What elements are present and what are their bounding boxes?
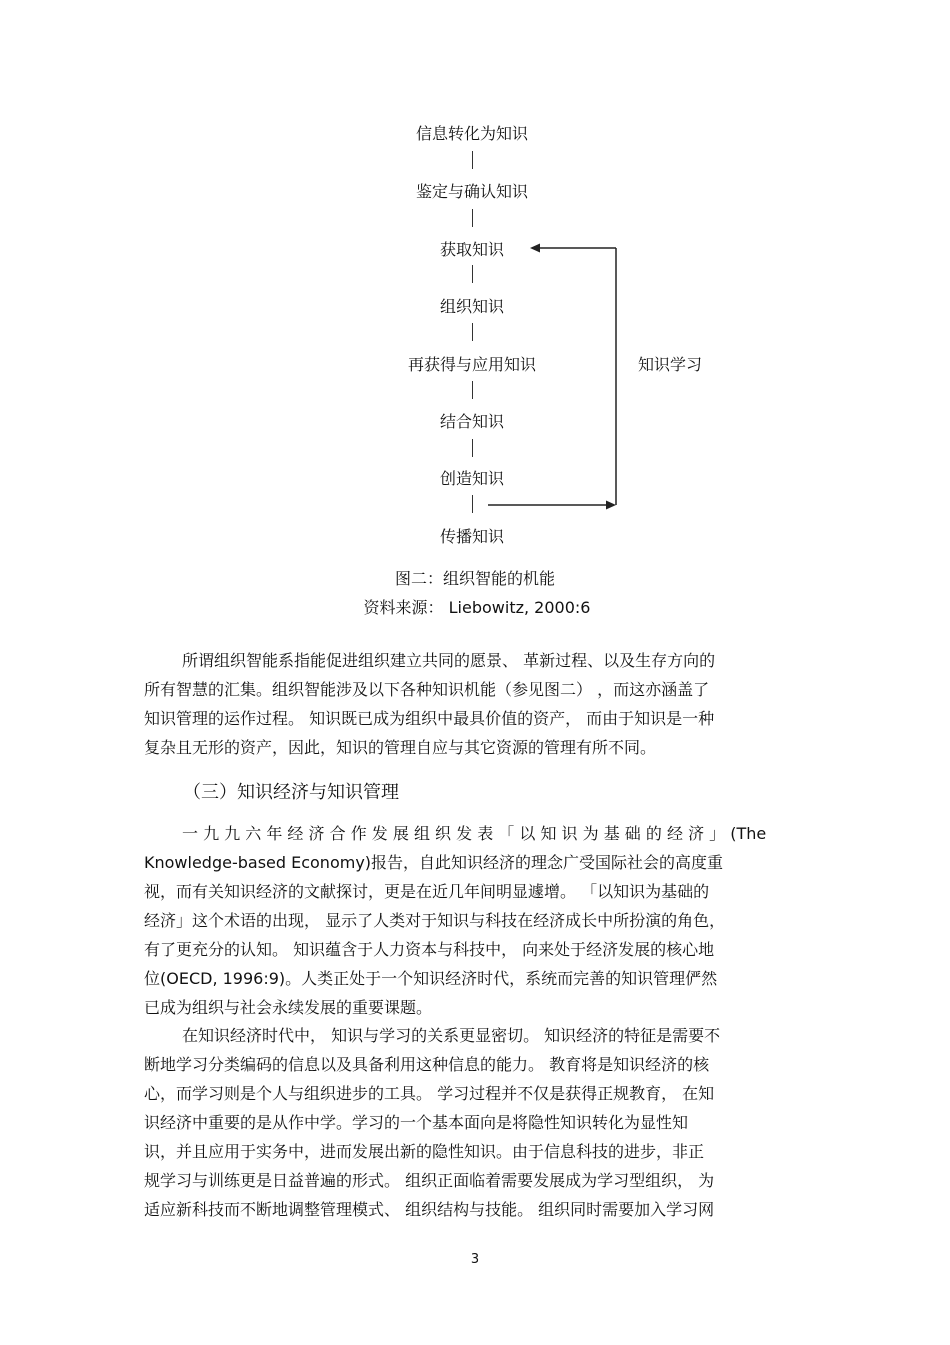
text-line: 心，而学习则是个人与组织进步的工具。 学习过程并不仅是获得正规教育， 在知: [144, 1084, 715, 1103]
text-line: 知识管理的运作过程。 知识既已成为组织中最具价值的资产， 而由于知识是一种: [144, 709, 715, 728]
text-line: 视，而有关知识经济的文献探讨，更是在近几年间明显遽增。 「以知识为基础的: [144, 882, 710, 901]
page-number: 3: [470, 1252, 480, 1267]
text-line: 一 九 九 六 年 经 济 合 作 发 展 组 织 发 表 「 以 知 识 为 基 础 的 经 济 」 (The: [182, 824, 767, 843]
text-line: 位(OECD, 1996:9)。人类正处于一个知识经济时代，系统而完善的知识管理俨然: [144, 969, 718, 988]
text-line: 规学习与训练更是日益普遍的形式。 组织正面临着需要发展成为学习型组织， 为: [144, 1171, 715, 1190]
paragraph-knowledge-economy: [144, 819, 809, 1022]
node-info-to-knowledge: 信息转化为知识: [415, 124, 528, 143]
node-identify-confirm: 鉴定与确认知识: [415, 182, 528, 201]
text-line: 在知识经济时代中， 知识与学习的关系更显密切。 知识经济的特征是需要不: [182, 1026, 721, 1045]
figure-source: 资料来源： Liebowitz, 2000:6: [363, 598, 591, 617]
text-line: 识经济中重要的是从作中学。学习的一个基本面向是将隐性知识转化为显性知: [144, 1113, 689, 1132]
loop-label: 知识学习: [638, 355, 703, 374]
section-heading: （三）知识经济与知识管理: [183, 782, 399, 803]
node-combine: 结合知识: [439, 412, 504, 431]
text-line: 有了更充分的认知。 知识蕴含于人力资本与科技中， 向来处于经济发展的核心地: [144, 940, 715, 959]
text-line: 经济」这个术语的出现， 显示了人类对于知识与科技在经济成长中所扮演的角色，: [144, 911, 726, 930]
paragraph-learning: [144, 1021, 809, 1224]
node-create: 创造知识: [439, 469, 504, 488]
figure-caption: 图二：组织智能的机能: [394, 569, 555, 588]
text-line: 所有智慧的汇集。组织智能涉及以下各种知识机能（参见图二） ，而这亦涵盖了: [144, 680, 710, 699]
text-line: 适应新科技而不断地调整管理模式、 组织结构与技能。 组织同时需要加入学习网: [144, 1200, 715, 1219]
node-disseminate: 传播知识: [439, 527, 504, 546]
text-line: Knowledge-based Economy)报告，自此知识经济的理念广受国际社会的高度重: [144, 853, 724, 872]
node-reacquire-apply: 再获得与应用知识: [407, 355, 536, 374]
text-line: 识，并且应用于实务中，进而发展出新的隐性知识。由于信息科技的进步，非正: [144, 1142, 705, 1161]
node-acquire: 获取知识: [439, 240, 504, 259]
text-line: 复杂且无形的资产，因此，知识的管理自应与其它资源的管理有所不同。: [144, 738, 657, 757]
paragraph-organizational-intelligence: [144, 646, 809, 762]
node-organize: 组织知识: [439, 297, 504, 316]
arrowhead-left: [530, 244, 540, 253]
arrowhead-right: [606, 501, 616, 510]
text-line: 断地学习分类编码的信息以及具备利用这种信息的能力。 教育将是知识经济的核: [144, 1055, 710, 1074]
text-line: 所谓组织智能系指能促进组织建立共同的愿景、 革新过程、以及生存方向的: [182, 651, 716, 670]
text-line: 已成为组织与社会永续发展的重要课题。: [144, 998, 433, 1017]
